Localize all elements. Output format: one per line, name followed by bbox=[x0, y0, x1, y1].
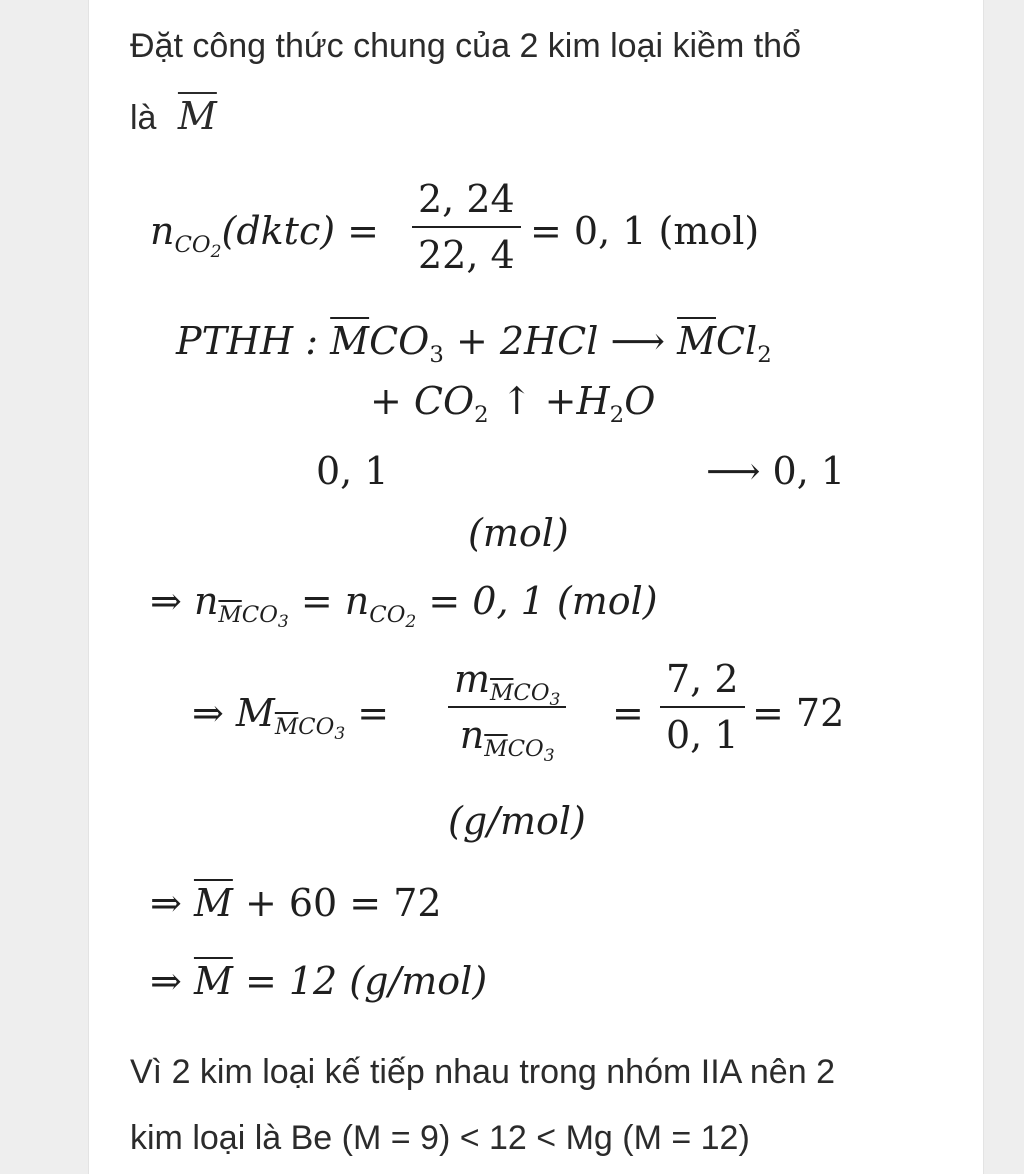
eq3-den: $n_{\overline{M}CO_3}$ bbox=[459, 713, 555, 767]
conclusion-line-2: kim loại là Be (M = 9) < 12 < Mg (M = 12) bbox=[130, 1119, 750, 1157]
eq5-arrow: ⇒ bbox=[150, 959, 182, 1003]
eq1-fraction bbox=[412, 177, 521, 277]
eq2-sub: MCO3 bbox=[218, 601, 289, 633]
eq3-num-2: 7, 2 bbox=[666, 657, 739, 701]
eq1-numerator: 2, 24 bbox=[418, 177, 515, 221]
mol-left: 0, 1 bbox=[316, 449, 389, 493]
eq3-num: $m_{\overline{M}CO_3}$ bbox=[454, 657, 561, 711]
reactant-rest: CO bbox=[369, 319, 430, 363]
intro-line-2 bbox=[130, 96, 217, 138]
eq5 bbox=[150, 959, 488, 1003]
mol-right: ⟶ 0, 1 bbox=[706, 449, 846, 493]
eq3-unit: (g/mol) bbox=[448, 799, 586, 843]
intro-prefix: là bbox=[130, 99, 157, 137]
co2-text: + CO bbox=[370, 379, 475, 423]
eq3-arrow: ⇒ M bbox=[192, 691, 275, 735]
eq3-fraction-2 bbox=[660, 657, 745, 757]
intro-line-1: Đặt công thức chung của 2 kim loại kiềm thổ bbox=[130, 27, 801, 65]
eq3-equals-2: = bbox=[612, 691, 644, 735]
product-sub: 2 bbox=[757, 341, 772, 368]
conclusion-line-1: Vì 2 kim loại kế tiếp nhau trong nhóm IIA nên 2 bbox=[130, 1053, 835, 1091]
eq4-arrow: ⇒ bbox=[150, 881, 182, 925]
eq2-n: n bbox=[193, 579, 219, 623]
product-rest: Cl bbox=[715, 319, 758, 363]
eq2-rhs: = 0, 1 (mol) bbox=[428, 579, 658, 623]
eq1-lhs bbox=[150, 209, 379, 263]
product-M: $\overline{M}$ bbox=[677, 319, 716, 363]
eq5-rest: = 12 (g/mol) bbox=[244, 959, 488, 1003]
h2o-text: ↑ +H bbox=[500, 379, 610, 423]
eq4 bbox=[150, 881, 442, 925]
eq1-sub: CO2 bbox=[174, 231, 222, 263]
eq3-lhs-sub: MCO3 bbox=[274, 713, 346, 745]
reactant-sub: 3 bbox=[429, 341, 444, 368]
eq3-rhs: = 72 bbox=[752, 691, 845, 735]
reaction-line-1 bbox=[176, 319, 772, 368]
mol-unit: (mol) bbox=[468, 511, 569, 555]
eq1-denominator: 22, 4 bbox=[418, 233, 515, 277]
eq2-mid-sub: CO2 bbox=[369, 601, 417, 633]
eq5-M: $\overline{M}$ bbox=[193, 959, 233, 1003]
co2-sub: 2 bbox=[474, 401, 489, 428]
eq3-equals: = bbox=[357, 691, 390, 735]
reaction-line-2 bbox=[370, 379, 656, 428]
eq1-cond: (dktc) = bbox=[221, 209, 379, 253]
h2o-sub: 2 bbox=[609, 401, 625, 428]
eq1-rhs: = 0, 1 (mol) bbox=[530, 209, 760, 253]
eq3-fraction-1 bbox=[448, 657, 566, 767]
eq2-mid: = n bbox=[300, 579, 370, 623]
eq2 bbox=[150, 579, 658, 633]
reactant-hcl: + 2HCl ⟶ bbox=[455, 319, 665, 363]
reaction-label: PTHH : bbox=[176, 319, 319, 363]
reactant-M: $\overline{M}$ bbox=[330, 319, 370, 363]
eq4-rest: + 60 = 72 bbox=[244, 881, 442, 925]
eq2-arrow: ⇒ bbox=[150, 579, 182, 623]
eq3-den-2: 0, 1 bbox=[666, 713, 739, 757]
eq4-M: $\overline{M}$ bbox=[193, 881, 233, 925]
eq3-lhs bbox=[192, 691, 390, 745]
h2o-o: O bbox=[624, 379, 656, 423]
eq1-n: n bbox=[150, 209, 175, 253]
metal-symbol: $\overline{M}$ bbox=[177, 94, 217, 138]
